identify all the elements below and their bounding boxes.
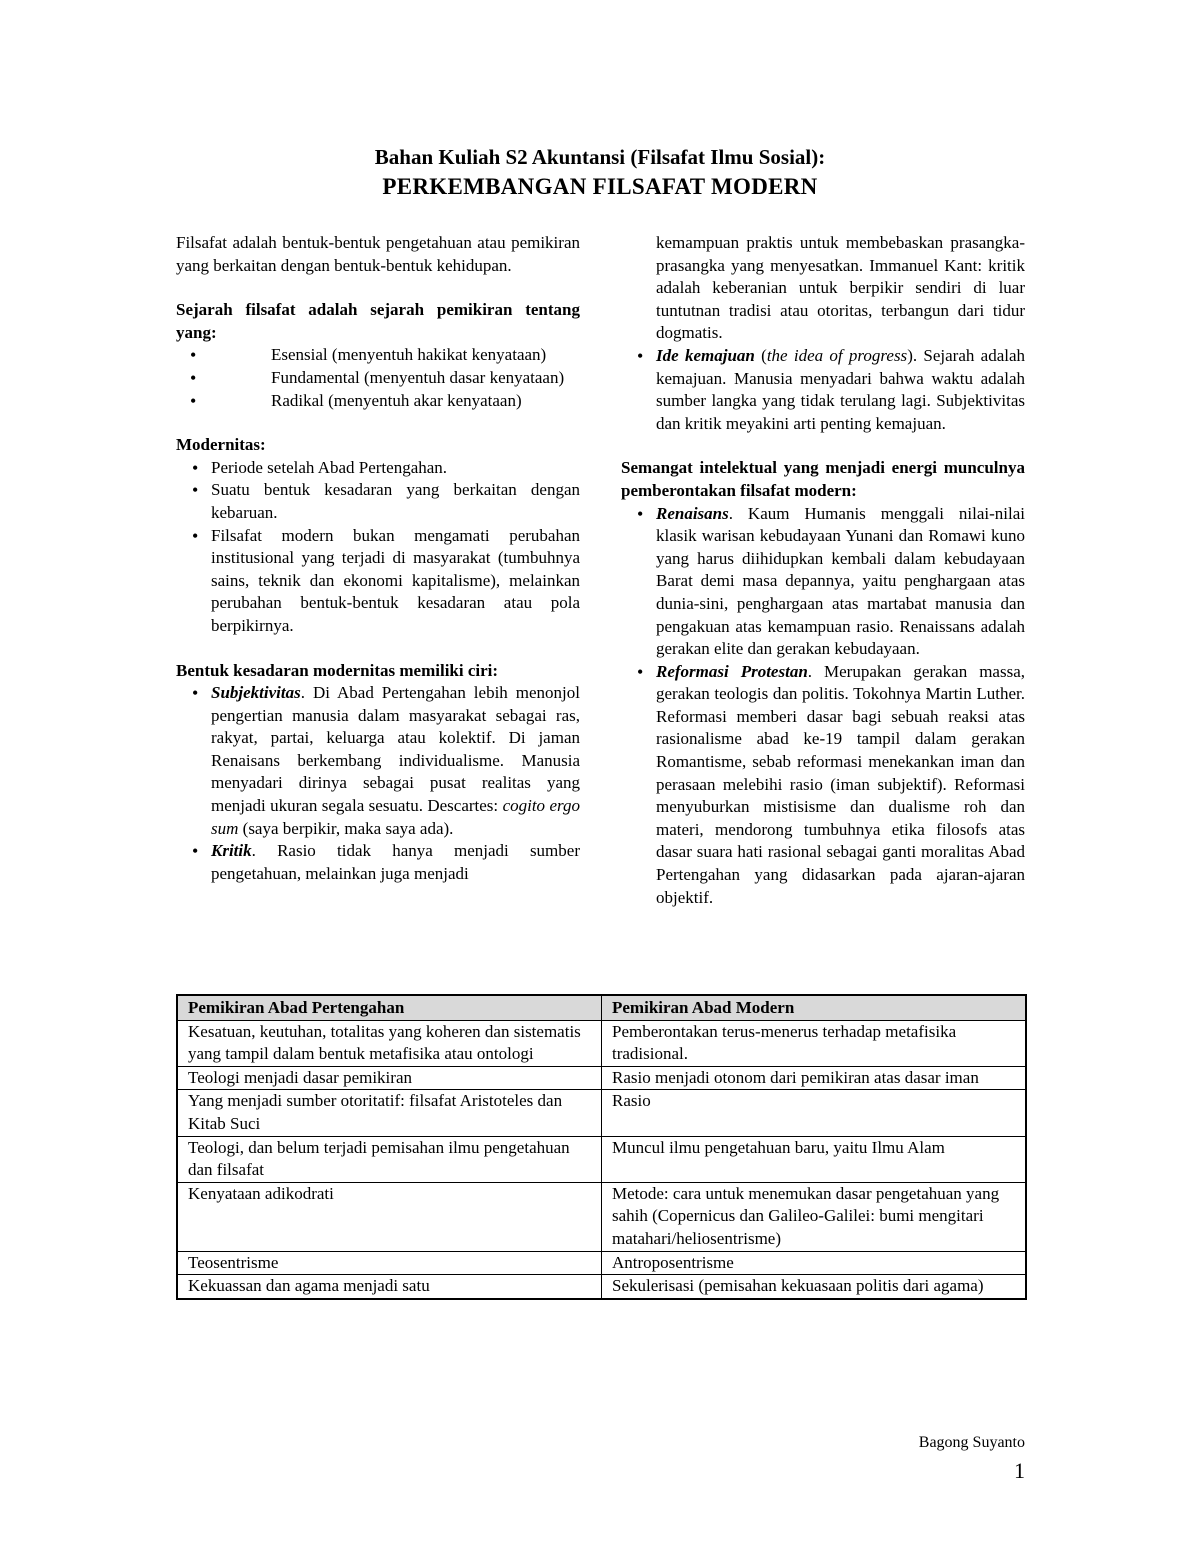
right-column xyxy=(621,232,1025,909)
list-item: • Ide kemajuan (the idea of progress). Sejarah adalah kemajuan. Manusia menyadari bahwa waktu adalah sumber langka yang tidak terulang lagi. Subjektivitas dan kritik meyakini arti penting kemajuan. xyxy=(621,345,1025,435)
modernitas-list xyxy=(176,457,580,638)
document-header xyxy=(0,142,1200,202)
left-column xyxy=(176,232,580,885)
renaisans-term: Renaisans xyxy=(656,503,729,523)
table-cell: Muncul ilmu pengetahuan baru, yaitu Ilmu Alam xyxy=(602,1136,1027,1182)
table-header-row xyxy=(177,995,1026,1020)
table-cell: Kekuassan dan agama menjadi satu xyxy=(177,1275,602,1299)
list-item: • Esensial (menyentuh hakikat kenyataan) xyxy=(176,344,580,367)
document-subtitle: Bahan Kuliah S2 Akuntansi (Filsafat Ilmu Sosial): xyxy=(374,145,826,169)
reformasi-term: Reformasi Protestan xyxy=(656,661,808,681)
table-row xyxy=(177,1136,1026,1182)
table-cell: Yang menjadi sumber otoritatif: filsafat Aristoteles dan Kitab Suci xyxy=(177,1090,602,1136)
ciri-list-continued xyxy=(621,232,1025,435)
document-title: PERKEMBANGAN FILSAFAT MODERN xyxy=(382,174,818,199)
footer-author: Bagong Suyanto xyxy=(918,1434,1025,1451)
column-header: Pemikiran Abad Pertengahan xyxy=(177,995,602,1020)
list-item: • Kritik. Rasio tidak hanya menjadi sumber pengetahuan, melainkan juga menjadi xyxy=(176,840,580,885)
page-number: 1 xyxy=(1014,1458,1025,1483)
ciri-list xyxy=(176,682,580,885)
sejarah-list xyxy=(176,344,580,412)
table-cell: Kesatuan, keutuhan, totalitas yang koheren dan sistematis yang tampil dalam bentuk metafisika atau ontologi xyxy=(177,1020,602,1066)
list-item: • Filsafat modern bukan mengamati perubahan institusional yang terjadi di masyarakat (tumbuhnya sains, teknik dan ekonomi kapitalisme), melainkan perubahan bentuk-bentuk kesadaran atau pola berpikirnya. xyxy=(176,525,580,638)
table-row xyxy=(177,1090,1026,1136)
table-cell: Antroposentrisme xyxy=(602,1251,1027,1275)
comparison-table xyxy=(176,994,1027,1300)
table-cell: Sekulerisasi (pemisahan kekuasaan politis dari agama) xyxy=(602,1275,1027,1299)
table-row xyxy=(177,1020,1026,1066)
sejarah-heading: Sejarah filsafat adalah sejarah pemikiran tentang yang: xyxy=(176,300,580,342)
table-cell: Kenyataan adikodrati xyxy=(177,1182,602,1251)
intro-paragraph: Filsafat adalah bentuk-bentuk pengetahuan atau pemikiran yang berkaitan dengan bentuk-bentuk kehidupan. xyxy=(176,233,580,275)
semangat-list xyxy=(621,503,1025,910)
table-row xyxy=(177,1182,1026,1251)
kritik-term: Kritik xyxy=(211,841,252,861)
list-item: • Subjektivitas. Di Abad Pertengahan lebih menonjol pengertian manusia dalam masyarakat sebagai ras, rakyat, partai, keluarga atau kolektif. Di jaman Renaisans berkembang individualisme. Manusia menyadari dirinya sebagai pusat realitas yang menjadi ukuran segala sesuatu. Descartes: cogito ergo sum (saya berpikir, maka saya ada). xyxy=(176,682,580,840)
modernitas-heading: Modernitas: xyxy=(176,435,266,455)
table-row xyxy=(177,1275,1026,1299)
table-cell: Metode: cara untuk menemukan dasar pengetahuan yang sahih (Copernicus dan Galileo-Galilei: bumi mengitari matahari/heliosentrisme) xyxy=(602,1182,1027,1251)
table-row xyxy=(177,1251,1026,1275)
semangat-heading: Semangat intelektual yang menjadi energi munculnya pemberontakan filsafat modern: xyxy=(621,458,1025,500)
list-item: • Periode setelah Abad Pertengahan. xyxy=(176,457,580,480)
list-item-continued: kemampuan praktis untuk membebaskan prasangka-prasangka yang menyesatkan. Immanuel Kant: kritik adalah keberanian untuk berpikir sendiri di luar tuntutnan tradisi atau otoritas, terbangun dari tidur dogmatis. xyxy=(656,233,1025,343)
table-row xyxy=(177,1066,1026,1090)
table-cell: Teologi, dan belum terjadi pemisahan ilmu pengetahuan dan filsafat xyxy=(177,1136,602,1182)
subjektivitas-term: Subjektivitas xyxy=(211,683,301,703)
list-item: • Suatu bentuk kesadaran yang berkaitan dengan kebaruan. xyxy=(176,479,580,524)
column-header: Pemikiran Abad Modern xyxy=(602,995,1027,1020)
table-cell: Teosentrisme xyxy=(177,1251,602,1275)
table-cell: Teologi menjadi dasar pemikiran xyxy=(177,1066,602,1090)
table-cell: Rasio xyxy=(602,1090,1027,1136)
table-cell: Pemberontakan terus-menerus terhadap metafisika tradisional. xyxy=(602,1020,1027,1066)
list-item: • Renaisans. Kaum Humanis menggali nilai-nilai klasik warisan kebudayaan Yunani dan Romawi kuno yang harus diihidupkan kembali dalam kebudayaan Barat demi masa depannya, yaitu penghargaan atas dunia-sini, penghargaan atas martabat manusia dan pengakuan atas kemampuan rasio. Renaissans adalah gerakan elite dan gerakan kebudayaan. xyxy=(621,503,1025,661)
cogito-phrase: cogito ergo sum xyxy=(211,796,580,838)
table-cell: Rasio menjadi otonom dari pemikiran atas dasar iman xyxy=(602,1066,1027,1090)
ide-kemajuan-term: Ide kemajuan xyxy=(656,345,755,365)
bentuk-heading: Bentuk kesadaran modernitas memiliki ciri: xyxy=(176,660,499,680)
list-item: • Radikal (menyentuh akar kenyataan) xyxy=(176,390,580,413)
list-item: • Reformasi Protestan. Merupakan gerakan massa, gerakan teologis dan politis. Tokohnya Martin Luther. Reformasi memberi dasar bagi sebuah reaksi atas rasionalisme abad ke-19 tampil dalam gerakan Romantisme, sebab reformasi menekankan iman dan perasaan melebihi rasio (iman subjektif). Reformasi menyuburkan mistisisme dan dualisme roh dan materi, mendorong tumbuhnya etika filosofs atas dasar suara hati rasional sebagai ganti moralitas Abad Pertengahan yang didasarkan pada ajaran-ajaran objektif. xyxy=(621,661,1025,910)
list-item: • Fundamental (menyentuh dasar kenyataan) xyxy=(176,367,580,390)
